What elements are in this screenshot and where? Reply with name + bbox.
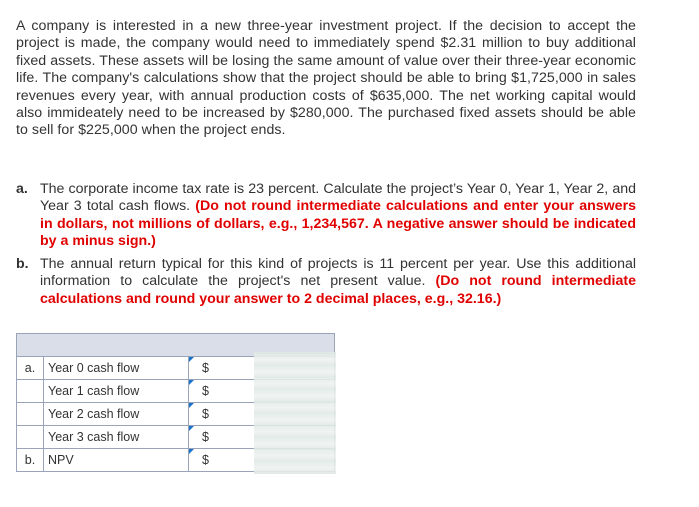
input-flag-icon	[189, 403, 194, 408]
question-b-instruction: (Do not round intermediate calculations and round your answer to 2 decimal places, e.g., 32.16.)	[40, 273, 636, 307]
currency-symbol: $	[202, 361, 209, 375]
currency-symbol: $	[202, 430, 209, 444]
question-b-label: b.	[16, 256, 29, 272]
input-flag-icon	[189, 449, 194, 454]
question-b	[16, 256, 636, 308]
row-part-label: a.	[17, 357, 44, 380]
currency-symbol: $	[202, 407, 209, 421]
redacted-answers-overlay	[254, 352, 336, 474]
question-a-instruction: (Do not round intermediate calculations and enter your answers in dollars, not millions of dollars, e.g., 1,234,567. A negative answer should be indicated by a minus sign.)	[40, 198, 636, 250]
problem-statement: A company is interested in a new three-year investment project. If the decision to accept the project is made, the company would need to immediately spend $2.31 million to buy additional fixed assets. These assets will be losing the same amount of value over their three-year economic life. The company's calculations show that the project should be able to bring $1,725,000 in sales revenues every year, with annual production costs of $635,000. The net working capital would also immideately need to be increased by $280,000. The purchased fixed assets should be able to sell for $225,000 when the project ends.	[16, 18, 636, 139]
input-flag-icon	[189, 380, 194, 385]
row-part-label	[17, 380, 44, 403]
row-part-label	[17, 403, 44, 426]
currency-symbol: $	[202, 384, 209, 398]
question-b-text: The annual return typical for this kind of projects is 11 percent per year. Use this additional information to calculate the project's net present value.	[40, 256, 636, 290]
row-label: Year 2 cash flow	[44, 403, 189, 426]
row-part-label	[17, 426, 44, 449]
row-label: Year 1 cash flow	[44, 380, 189, 403]
row-part-label: b.	[17, 449, 44, 472]
input-flag-icon	[189, 426, 194, 431]
question-a	[16, 181, 636, 251]
question-a-text: The corporate income tax rate is 23 percent. Calculate the project’s Year 0, Year 1, Year 2, and Year 3 total cash flows.	[40, 181, 636, 215]
question-a-label: a.	[16, 181, 28, 197]
input-flag-icon	[189, 357, 194, 362]
row-label: Year 3 cash flow	[44, 426, 189, 449]
row-label: NPV	[44, 449, 189, 472]
row-label: Year 0 cash flow	[44, 357, 189, 380]
currency-symbol: $	[202, 453, 209, 467]
